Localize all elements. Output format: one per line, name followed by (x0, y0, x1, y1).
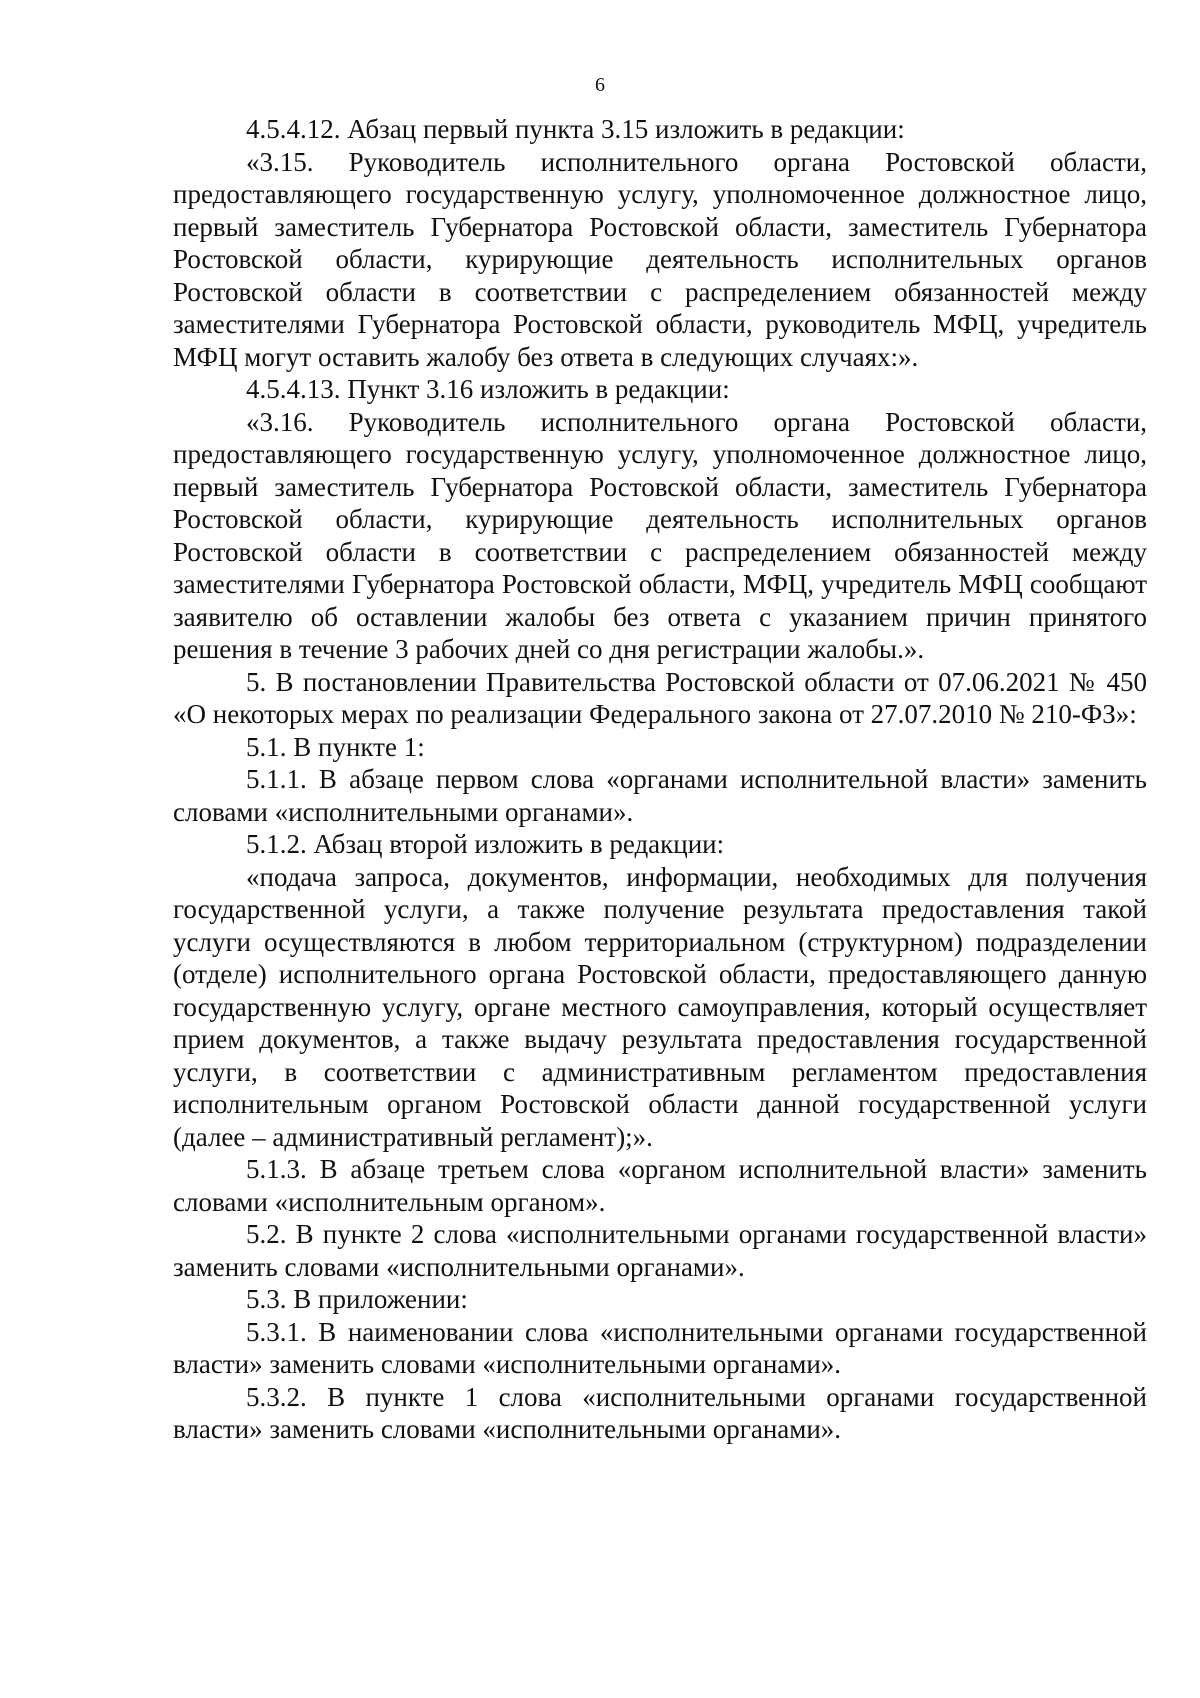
paragraph-5-3: 5.3. В приложении: (246, 1284, 468, 1314)
paragraph-5: 5. В постановлении Правительства Ростовской области от 07.06.2021 № 450 «О некоторых мерах по реализации Федерального закона от 27.07.2010 № 210-ФЗ»: (173, 666, 1147, 729)
paragraph-3-15-text: «3.15. Руководитель исполнительного органа Ростовской области, предоставляющего государственную услугу, уполномоченное должностное лицо, первый заместитель Губернатора Ростовской области, заместитель Губернатора Ростовской области, курирующие деятельность исполнительных органов Ростовской области в соответствии с распределением обязанностей между заместителями Губернатора Ростовской области, руководитель МФЦ, учредитель МФЦ могут оставить жалобу без ответа в следующих случаях:». (173, 146, 1147, 372)
paragraph-3-16-text: «3.16. Руководитель исполнительного органа Ростовской области, предоставляющего государственную услугу, уполномоченное должностное лицо, первый заместитель Губернатора Ростовской области, заместитель Губернатора Ростовской области, курирующие деятельность исполнительных органов Ростовской области в соответствии с распределением обязанностей между заместителями Губернатора Ростовской области, МФЦ, учредитель МФЦ сообщают заявителю об оставлении жалобы без ответа с указанием причин принятого решения в течение 3 рабочих дней со дня регистрации жалобы.». (173, 406, 1147, 664)
paragraph-5-2: 5.2. В пункте 2 слова «исполнительными органами государственной власти» заменить словами «исполнительными органами». (173, 1219, 1147, 1282)
page-number: 6 (595, 74, 605, 96)
paragraph-5-3-2: 5.3.2. В пункте 1 слова «исполнительными органами государственной власти» заменить словами «исполнительными органами». (173, 1381, 1147, 1444)
paragraph-5-1: 5.1. В пункте 1: (246, 731, 425, 762)
paragraph-5-1-1: 5.1.1. В абзаце первом слова «органами исполнительной власти» заменить словами «исполнительными органами». (173, 764, 1147, 827)
paragraph-4-5-4-12: 4.5.4.12. Абзац первый пункта 3.15 изложить в редакции: (246, 114, 905, 144)
document-body (173, 113, 1147, 1446)
paragraph-5-1-2: 5.1.2. Абзац второй изложить в редакции: (246, 829, 725, 859)
paragraph-5-1-3: 5.1.3. В абзаце третьем слова «органом исполнительной власти» заменить словами «исполнительным органом». (173, 1154, 1147, 1217)
paragraph-5-3-1: 5.3.1. В наименовании слова «исполнительными органами государственной власти» заменить словами «исполнительными органами». (173, 1316, 1147, 1379)
paragraph-4-5-4-13: 4.5.4.13. Пункт 3.16 изложить в редакции: (246, 374, 730, 404)
paragraph-5-1-2-text: «подача запроса, документов, информации, необходимых для получения государственной услуги, а также получение результата предоставления такой услуги осуществляются в любом территориальном (структурном) подразделении (отделе) исполнительного органа Ростовской области, предоставляющего данную государственную услугу, органе местного самоуправления, который осуществляет прием документов, а также выдачу результата предоставления государственной услуги, в соответствии с административным регламентом предоставления исполнительным органом Ростовской области данной государственной услуги (далее – административный регламент);». (173, 861, 1147, 1152)
